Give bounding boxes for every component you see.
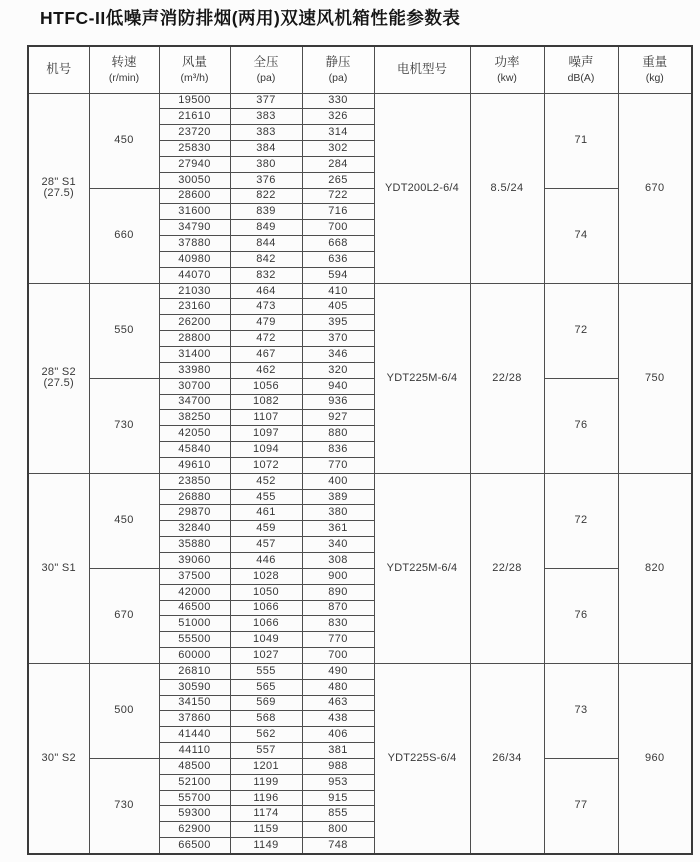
- airflow-cell: 42000: [159, 584, 230, 600]
- machine-no-cell: [28, 283, 89, 473]
- static-pressure-cell: 940: [302, 378, 374, 394]
- table-row: [28, 188, 692, 204]
- noise-cell: 77: [544, 758, 618, 853]
- weight-cell: 960: [618, 663, 692, 853]
- static-pressure-cell: 988: [302, 758, 374, 774]
- airflow-cell: 62900: [159, 822, 230, 838]
- total-pressure-cell: 565: [230, 679, 302, 695]
- total-pressure-cell: 462: [230, 362, 302, 378]
- speed-cell: 730: [89, 378, 159, 473]
- machine-no-cell: [28, 473, 89, 663]
- airflow-cell: 30050: [159, 172, 230, 188]
- header-label: 机号: [46, 61, 72, 76]
- total-pressure-cell: 1027: [230, 648, 302, 664]
- static-pressure-cell: 668: [302, 236, 374, 252]
- airflow-cell: 39060: [159, 552, 230, 568]
- total-pressure-cell: 464: [230, 283, 302, 299]
- total-pressure-cell: 1066: [230, 600, 302, 616]
- motor-model-cell: YDT225M-6/4: [374, 283, 470, 473]
- airflow-cell: 42050: [159, 426, 230, 442]
- airflow-cell: 37500: [159, 568, 230, 584]
- header-label: 全压: [253, 55, 279, 70]
- airflow-cell: 38250: [159, 410, 230, 426]
- machine-no-cell: [28, 663, 89, 853]
- motor-model-cell: YDT200L2-6/4: [374, 93, 470, 283]
- static-pressure-cell: 326: [302, 109, 374, 125]
- header-power: [470, 46, 544, 93]
- static-pressure-cell: 900: [302, 568, 374, 584]
- header-label: 电机型号: [396, 61, 447, 76]
- airflow-cell: 23850: [159, 473, 230, 489]
- airflow-cell: 51000: [159, 616, 230, 632]
- header-label: 风量: [181, 55, 207, 70]
- total-pressure-cell: 1159: [230, 822, 302, 838]
- header-unit: (kw): [497, 71, 517, 84]
- airflow-cell: 34790: [159, 220, 230, 236]
- airflow-cell: 37860: [159, 711, 230, 727]
- machine-no-cell: [28, 93, 89, 283]
- static-pressure-cell: 265: [302, 172, 374, 188]
- static-pressure-cell: 722: [302, 188, 374, 204]
- noise-cell: 71: [544, 93, 618, 188]
- noise-cell: 72: [544, 283, 618, 378]
- total-pressure-cell: 562: [230, 727, 302, 743]
- header-speed: [89, 46, 159, 93]
- static-pressure-cell: 936: [302, 394, 374, 410]
- total-pressure-cell: 377: [230, 93, 302, 109]
- motor-model-cell: YDT225S-6/4: [374, 663, 470, 853]
- airflow-cell: 34150: [159, 695, 230, 711]
- table-row: [28, 473, 692, 489]
- total-pressure-cell: 568: [230, 711, 302, 727]
- airflow-cell: 46500: [159, 600, 230, 616]
- airflow-cell: 37880: [159, 236, 230, 252]
- static-pressure-cell: 380: [302, 505, 374, 521]
- static-pressure-cell: 927: [302, 410, 374, 426]
- airflow-cell: 32840: [159, 521, 230, 537]
- total-pressure-cell: 1107: [230, 410, 302, 426]
- header-row: [28, 46, 692, 93]
- airflow-cell: 27940: [159, 156, 230, 172]
- total-pressure-cell: 1082: [230, 394, 302, 410]
- static-pressure-cell: 800: [302, 822, 374, 838]
- total-pressure-cell: 376: [230, 172, 302, 188]
- airflow-cell: 40980: [159, 251, 230, 267]
- static-pressure-cell: 836: [302, 442, 374, 458]
- static-pressure-cell: 361: [302, 521, 374, 537]
- static-pressure-cell: 700: [302, 220, 374, 236]
- table-row: [28, 663, 692, 679]
- airflow-cell: 48500: [159, 758, 230, 774]
- total-pressure-cell: 849: [230, 220, 302, 236]
- total-pressure-cell: 452: [230, 473, 302, 489]
- airflow-cell: 31400: [159, 347, 230, 363]
- airflow-cell: 28800: [159, 331, 230, 347]
- machine-no-label: 30" S2: [41, 751, 76, 764]
- static-pressure-cell: 406: [302, 727, 374, 743]
- total-pressure-cell: 822: [230, 188, 302, 204]
- total-pressure-cell: 473: [230, 299, 302, 315]
- static-pressure-cell: 463: [302, 695, 374, 711]
- speed-cell: 450: [89, 473, 159, 568]
- airflow-cell: 55500: [159, 632, 230, 648]
- static-pressure-cell: 346: [302, 347, 374, 363]
- total-pressure-cell: 1196: [230, 790, 302, 806]
- header-airflow: [159, 46, 230, 93]
- static-pressure-cell: 880: [302, 426, 374, 442]
- airflow-cell: 44070: [159, 267, 230, 283]
- header-static-pressure: [302, 46, 374, 93]
- performance-table: [27, 45, 693, 855]
- airflow-cell: 33980: [159, 362, 230, 378]
- header-weight: [618, 46, 692, 93]
- airflow-cell: 60000: [159, 648, 230, 664]
- airflow-cell: 26200: [159, 315, 230, 331]
- total-pressure-cell: 1199: [230, 774, 302, 790]
- header-noise: [544, 46, 618, 93]
- header-machine-no: [28, 46, 89, 93]
- total-pressure-cell: 1049: [230, 632, 302, 648]
- static-pressure-cell: 284: [302, 156, 374, 172]
- airflow-cell: 30700: [159, 378, 230, 394]
- total-pressure-cell: 1028: [230, 568, 302, 584]
- airflow-cell: 34700: [159, 394, 230, 410]
- static-pressure-cell: 480: [302, 679, 374, 695]
- static-pressure-cell: 770: [302, 632, 374, 648]
- total-pressure-cell: 459: [230, 521, 302, 537]
- airflow-cell: 21030: [159, 283, 230, 299]
- total-pressure-cell: 446: [230, 552, 302, 568]
- total-pressure-cell: 383: [230, 109, 302, 125]
- static-pressure-cell: 405: [302, 299, 374, 315]
- static-pressure-cell: 370: [302, 331, 374, 347]
- header-label: 转速: [111, 55, 137, 70]
- total-pressure-cell: 467: [230, 347, 302, 363]
- total-pressure-cell: 1201: [230, 758, 302, 774]
- airflow-cell: 29870: [159, 505, 230, 521]
- machine-no-sub-label: (27.5): [43, 187, 75, 200]
- header-label: 噪声: [568, 55, 594, 70]
- speed-cell: 730: [89, 758, 159, 853]
- total-pressure-cell: 555: [230, 663, 302, 679]
- airflow-cell: 26880: [159, 489, 230, 505]
- static-pressure-cell: 438: [302, 711, 374, 727]
- static-pressure-cell: 381: [302, 743, 374, 759]
- header-unit: (m³/h): [180, 71, 209, 84]
- static-pressure-cell: 340: [302, 537, 374, 553]
- total-pressure-cell: 472: [230, 331, 302, 347]
- motor-model-cell: YDT225M-6/4: [374, 473, 470, 663]
- header-label: 静压: [325, 55, 351, 70]
- airflow-cell: 45840: [159, 442, 230, 458]
- header-label: 功率: [494, 55, 520, 70]
- table-row: [28, 758, 692, 774]
- static-pressure-cell: 748: [302, 838, 374, 854]
- table-row: [28, 93, 692, 109]
- total-pressure-cell: 384: [230, 141, 302, 157]
- speed-cell: 450: [89, 93, 159, 188]
- total-pressure-cell: 1056: [230, 378, 302, 394]
- static-pressure-cell: 890: [302, 584, 374, 600]
- airflow-cell: 49610: [159, 457, 230, 473]
- header-unit: (r/min): [108, 71, 140, 84]
- airflow-cell: 23720: [159, 125, 230, 141]
- total-pressure-cell: 1149: [230, 838, 302, 854]
- airflow-cell: 26810: [159, 663, 230, 679]
- header-label: 重量: [642, 55, 668, 70]
- airflow-cell: 59300: [159, 806, 230, 822]
- noise-cell: 74: [544, 188, 618, 283]
- header-unit: (pa): [328, 71, 348, 84]
- machine-no-label: 28" S1: [41, 176, 76, 189]
- header-total-pressure: [230, 46, 302, 93]
- table-row: [28, 378, 692, 394]
- total-pressure-cell: 569: [230, 695, 302, 711]
- static-pressure-cell: 915: [302, 790, 374, 806]
- speed-cell: 670: [89, 568, 159, 663]
- speed-cell: 500: [89, 663, 159, 758]
- airflow-cell: 19500: [159, 93, 230, 109]
- header-unit: (kg): [645, 71, 664, 84]
- static-pressure-cell: 700: [302, 648, 374, 664]
- weight-cell: 670: [618, 93, 692, 283]
- page-title: HTFC-II低噪声消防排烟(两用)双速风机箱性能参数表: [40, 8, 461, 28]
- static-pressure-cell: 870: [302, 600, 374, 616]
- static-pressure-cell: 314: [302, 125, 374, 141]
- static-pressure-cell: 389: [302, 489, 374, 505]
- static-pressure-cell: 302: [302, 141, 374, 157]
- static-pressure-cell: 716: [302, 204, 374, 220]
- total-pressure-cell: 380: [230, 156, 302, 172]
- airflow-cell: 28600: [159, 188, 230, 204]
- total-pressure-cell: 557: [230, 743, 302, 759]
- total-pressure-cell: 457: [230, 537, 302, 553]
- static-pressure-cell: 320: [302, 362, 374, 378]
- weight-cell: 750: [618, 283, 692, 473]
- airflow-cell: 66500: [159, 838, 230, 854]
- header-motor-model: [374, 46, 470, 93]
- static-pressure-cell: 636: [302, 251, 374, 267]
- total-pressure-cell: 1072: [230, 457, 302, 473]
- total-pressure-cell: 479: [230, 315, 302, 331]
- weight-cell: 820: [618, 473, 692, 663]
- static-pressure-cell: 594: [302, 267, 374, 283]
- noise-cell: 73: [544, 663, 618, 758]
- airflow-cell: 41440: [159, 727, 230, 743]
- static-pressure-cell: 395: [302, 315, 374, 331]
- power-cell: 22/28: [470, 473, 544, 663]
- airflow-cell: 23160: [159, 299, 230, 315]
- machine-no-sub-label: (27.5): [43, 377, 75, 390]
- noise-cell: 76: [544, 378, 618, 473]
- total-pressure-cell: 1094: [230, 442, 302, 458]
- airflow-cell: 21610: [159, 109, 230, 125]
- total-pressure-cell: 461: [230, 505, 302, 521]
- table-body: [28, 93, 692, 854]
- total-pressure-cell: 1050: [230, 584, 302, 600]
- total-pressure-cell: 1174: [230, 806, 302, 822]
- airflow-cell: 55700: [159, 790, 230, 806]
- machine-no-label: 28" S2: [41, 366, 76, 379]
- static-pressure-cell: 770: [302, 457, 374, 473]
- total-pressure-cell: 455: [230, 489, 302, 505]
- airflow-cell: 35880: [159, 537, 230, 553]
- power-cell: 22/28: [470, 283, 544, 473]
- total-pressure-cell: 383: [230, 125, 302, 141]
- total-pressure-cell: 842: [230, 251, 302, 267]
- static-pressure-cell: 855: [302, 806, 374, 822]
- airflow-cell: 52100: [159, 774, 230, 790]
- total-pressure-cell: 844: [230, 236, 302, 252]
- power-cell: 8.5/24: [470, 93, 544, 283]
- static-pressure-cell: 953: [302, 774, 374, 790]
- header-unit: (pa): [256, 71, 276, 84]
- total-pressure-cell: 1097: [230, 426, 302, 442]
- static-pressure-cell: 330: [302, 93, 374, 109]
- total-pressure-cell: 832: [230, 267, 302, 283]
- static-pressure-cell: 400: [302, 473, 374, 489]
- total-pressure-cell: 1066: [230, 616, 302, 632]
- machine-no-label: 30" S1: [41, 561, 76, 574]
- airflow-cell: 44110: [159, 743, 230, 759]
- static-pressure-cell: 490: [302, 663, 374, 679]
- speed-cell: 660: [89, 188, 159, 283]
- airflow-cell: 30590: [159, 679, 230, 695]
- total-pressure-cell: 839: [230, 204, 302, 220]
- speed-cell: 550: [89, 283, 159, 378]
- static-pressure-cell: 410: [302, 283, 374, 299]
- header-unit: dB(A): [567, 71, 595, 84]
- table-row: [28, 568, 692, 584]
- static-pressure-cell: 830: [302, 616, 374, 632]
- static-pressure-cell: 308: [302, 552, 374, 568]
- airflow-cell: 25830: [159, 141, 230, 157]
- table-row: [28, 283, 692, 299]
- airflow-cell: 31600: [159, 204, 230, 220]
- power-cell: 26/34: [470, 663, 544, 853]
- noise-cell: 76: [544, 568, 618, 663]
- noise-cell: 72: [544, 473, 618, 568]
